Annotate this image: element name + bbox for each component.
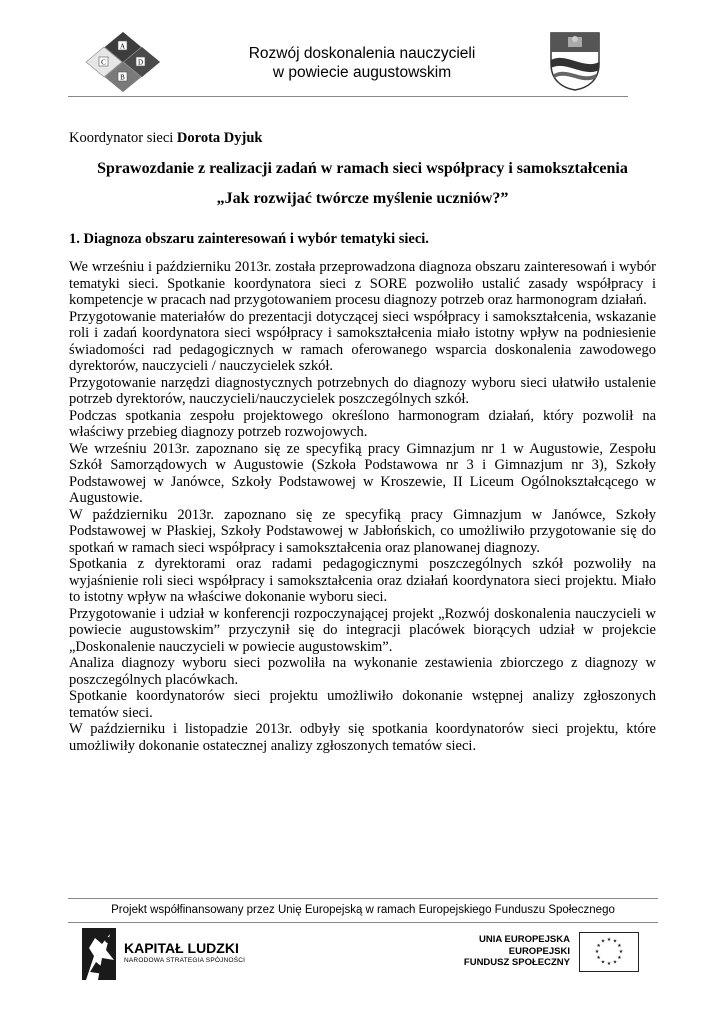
svg-text:★: ★ <box>612 959 618 966</box>
paragraph: Analiza diagnozy wyboru sieci pozwoliła na wykonanie zestawienia zbiorczego z diagnozy w poszczególnych placówkach. <box>69 655 656 688</box>
logo-letter-d: D <box>137 58 144 67</box>
paragraph: Spotkanie koordynatorów sieci projektu umożliwiło dokonanie wstępnej analizy zgłoszonych tematów sieci. <box>69 688 656 721</box>
header-divider <box>68 96 628 97</box>
paragraph: Podczas spotkania zespołu projektowego określono harmonogram działań, który pozwolił na właściwy przebieg diagnozy potrzeb rozwojowych. <box>69 407 656 440</box>
svg-text:★: ★ <box>600 938 606 945</box>
eu-line3: FUNDUSZ SPOŁECZNY <box>463 957 570 968</box>
footer-divider-bottom <box>68 922 658 923</box>
eu-line2: EUROPEJSKI <box>508 945 570 957</box>
kapital-ludzki-title: KAPITAŁ LUDZKI <box>124 940 239 956</box>
coat-of-arms-icon <box>548 30 602 92</box>
svg-text:★: ★ <box>612 938 618 945</box>
paragraph: Przygotowanie narzędzi diagnostycznych potrzebnych do diagnozy wyboru sieci ułatwiło ustalenie potrzeb dyrektorów, nauczycieli/nauczycielek poszczególnych szkół. <box>69 374 656 407</box>
eu-line1: UNIA EUROPEJSKA <box>479 934 570 945</box>
page-header <box>0 0 724 100</box>
svg-text:★: ★ <box>617 943 622 949</box>
eu-fund-label <box>440 934 570 969</box>
svg-text:★: ★ <box>606 961 612 967</box>
paragraph: Przygotowanie materiałów do prezentacji dotyczącej sieci współpracy i samokształcenia, wskazanie roli i zadań koordynatora sieci współpracy i samokształcenia miało istotny wpływ na podniesienie świadomości rad pedagogicznych w ramach oferowanego wsparcia doskonalenia zawodowego dyrektorów, nauczycieli / nauczycielek szkół. <box>69 308 656 374</box>
logo-letter-c: C <box>101 58 106 67</box>
logo-letter-a: A <box>119 42 126 51</box>
svg-text:★: ★ <box>617 955 622 961</box>
header-title <box>180 44 544 82</box>
paragraph: W październiku i listopadzie 2013r. odbyły się spotkania koordynatorów sieci projektu, które umożliwiły dokonanie ostatecznej analizy zgłoszonych tematów sieci. <box>69 721 656 754</box>
kapital-ludzki-logo-icon <box>80 926 118 982</box>
eu-flag-icon <box>579 932 639 972</box>
report-content <box>69 130 656 754</box>
coordinator-name: Dorota Dyjuk <box>176 130 263 146</box>
paragraph: Spotkania z dyrektorami oraz radami pedagogicznymi poszczególnych szkół pozwoliły na wyjaśnienie roli sieci współpracy i samokształcenia oraz działań koordynatora sieci projektu. Miało to istotny wpływ na właściwe dokonanie wyboru sieci. <box>69 556 656 605</box>
paragraph: Przygotowanie i udział w konferencji rozpoczynającej projekt „Rozwój doskonalenia nauczycieli w powiecie augustowskim” przyczynił się do integracji placówek biorących udział w projekcie „Doskonalenie nauczycieli w powiecie augustowskim”. <box>69 605 656 655</box>
header-title-line2: w powiecie augustowskim <box>272 64 452 81</box>
svg-text:★: ★ <box>600 959 606 966</box>
coordinator-label: Koordynator sieci <box>69 130 174 146</box>
header-title-line1: Rozwój doskonalenia nauczycieli <box>248 45 476 62</box>
footer-divider-top <box>68 898 658 899</box>
svg-text:★: ★ <box>594 949 600 955</box>
coordinator-line <box>69 130 656 147</box>
svg-text:★: ★ <box>606 937 612 943</box>
paragraph: We wrześniu i październiku 2013r. została przeprowadzona diagnoza obszaru zainteresowań i wybór tematyki sieci. Spotkanie koordynatora sieci z SORE pozwoliło ustalić zasady współpracy i kompetencje w pracach nad przygotowaniem procesu diagnozy potrzeb oraz harmonogram działań. <box>69 259 656 308</box>
report-title: Sprawozdanie z realizacji zadań w ramach sieci współpracy i samokształcenia <box>97 159 628 177</box>
kapital-ludzki-subtitle: NARODOWA STRATEGIA SPÓJNOŚCI <box>124 957 246 964</box>
funding-statement: Projekt współfinansowany przez Unię Europejską w ramach Europejskiego Funduszu Społecznego <box>111 904 615 916</box>
project-logo <box>84 30 162 94</box>
paragraph: We wrześniu 2013r. zapoznano się ze specyfiką pracy Gimnazjum nr 1 w Augustowie, Zespołu Szkół Samorządowych w Augustowie (Szkoła Podstawowa nr 3 i Gimnazjum nr 3), Szkoły Podstawowej w Janówce, Szkoły Podstawowej w Kroszewie, II Liceum Ogólnokształcącego w Augustowie. <box>69 440 656 506</box>
svg-text:★: ★ <box>596 943 601 949</box>
paragraph: W październiku 2013r. zapoznano się ze specyfiką pracy Gimnazjum w Janówce, Szkoły Podstawowej w Płaskiej, Szkoły Podstawowej w Jabłońskich, co umożliwiło przygotowanie się do spotkań w ramach sieci współpracy i samokształcenia oraz planowanej diagnozy. <box>69 506 656 556</box>
section-heading: 1. Diagnoza obszaru zainteresowań i wybór tematyki sieci. <box>69 230 429 247</box>
report-subtitle: „Jak rozwijać twórcze myślenie uczniów?” <box>216 189 509 207</box>
logo-letter-b: B <box>120 73 125 82</box>
svg-text:★: ★ <box>596 955 601 961</box>
svg-text:★: ★ <box>618 949 624 955</box>
